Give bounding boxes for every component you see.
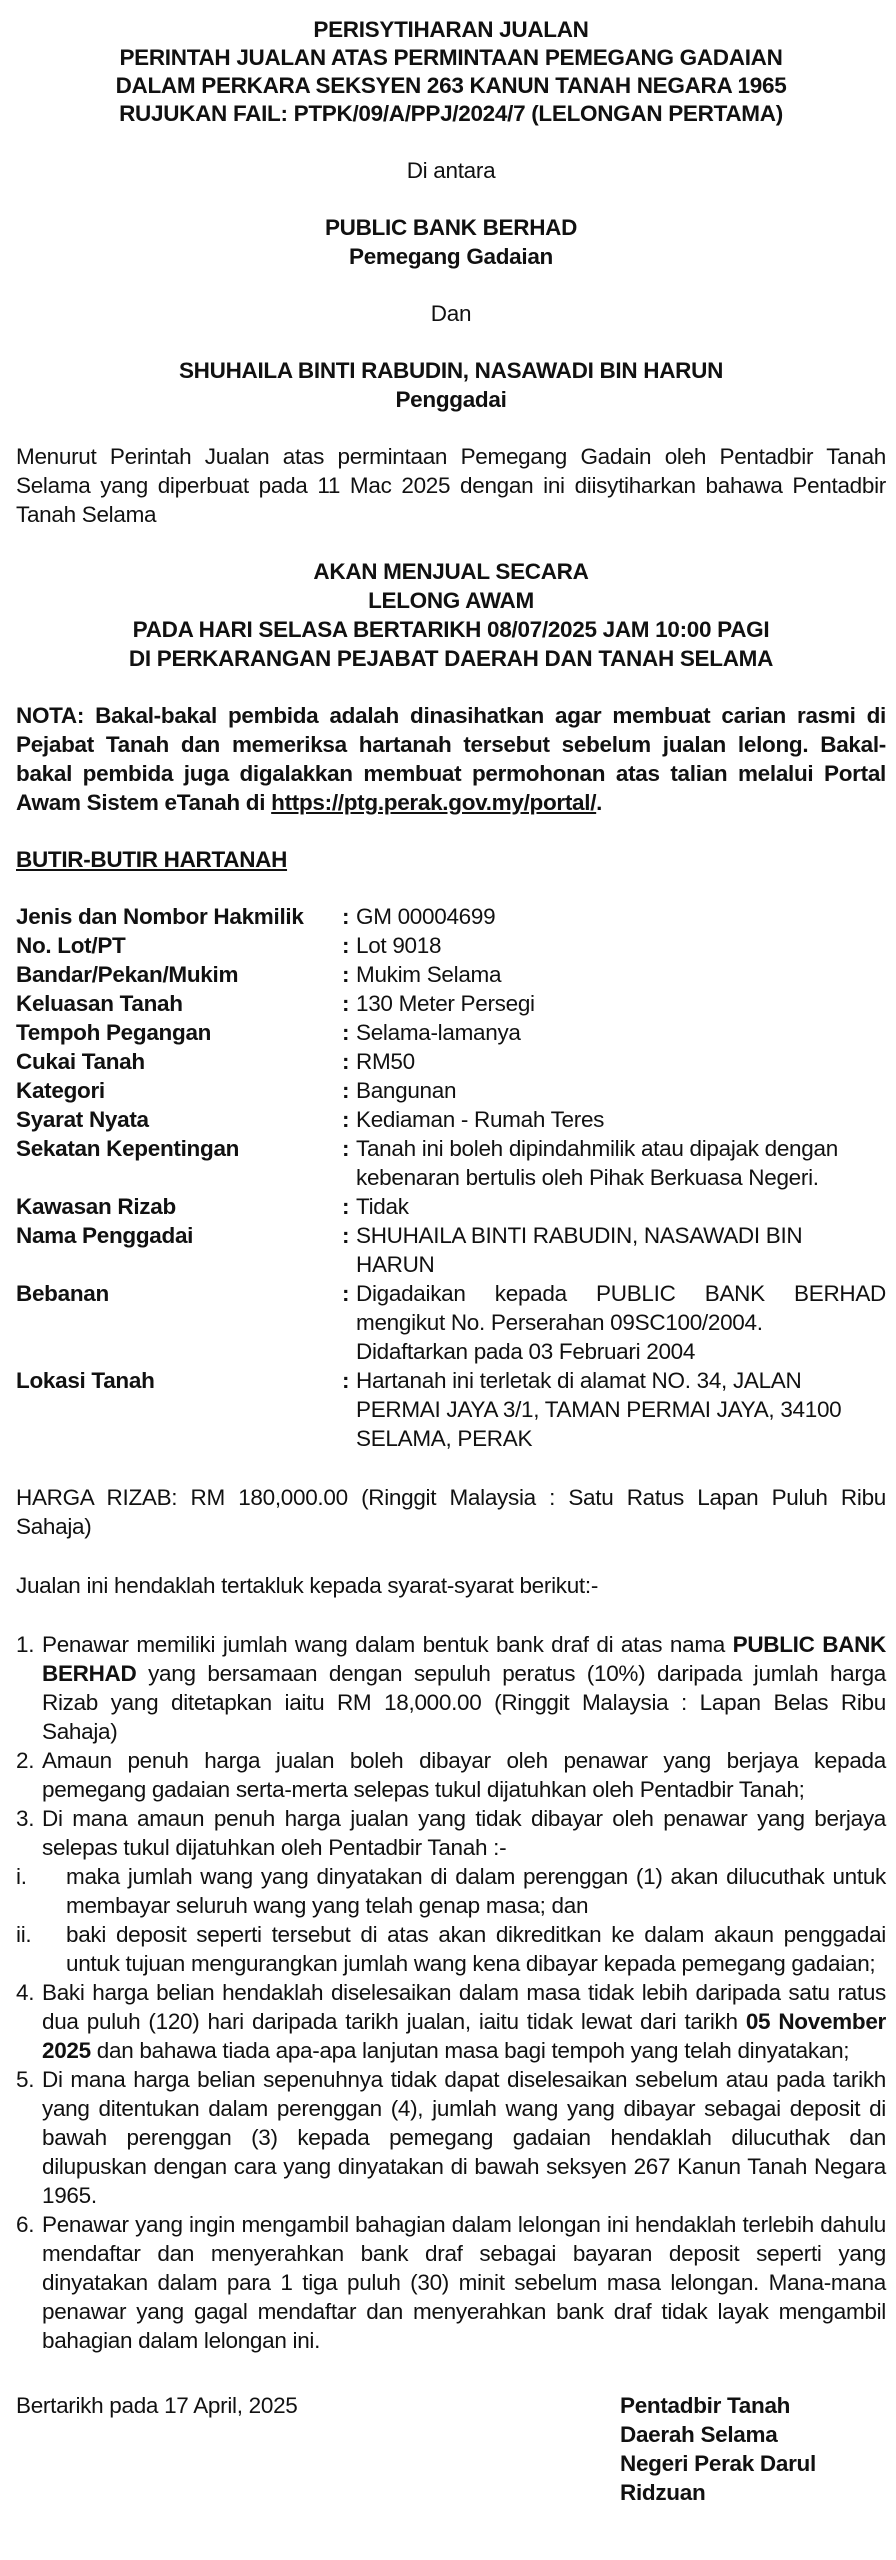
property-label: Bebanan [16, 1281, 109, 1306]
sub-condition-number: ii. [16, 1922, 32, 1947]
list-item [16, 2065, 886, 2210]
intro-paragraph: Menurut Perintah Jualan atas permintaan Pemegang Gadain oleh Pentadbir Tanah Selama yang diperbuat pada 11 Mac 2025 dengan ini diisytiharkan bahawa Pentadbir Tanah Selama [16, 444, 886, 527]
header-file-reference: RUJUKAN FAIL: PTPK/09/A/PPJ/2024/7 (LELONGAN PERTAMA) [119, 101, 783, 126]
condition-text: yang bersamaan dengan sepuluh peratus (10%) daripada jumlah harga Rizab yang ditetapkan iaitu RM 18,000.00 (Ringgit Malaysia : Lapan Belas Ribu Sahaja) [42, 1661, 886, 1744]
property-value: Hartanah ini terletak di alamat NO. 34, JALAN PERMAI JAYA 3/1, TAMAN PERMAI JAYA, 34100 SELAMA, PERAK [356, 1368, 842, 1451]
condition-number: 2. [16, 1748, 35, 1773]
condition-number: 6. [16, 2212, 35, 2237]
table-row [16, 1221, 886, 1279]
auction-line-1: AKAN MENJUAL SECARA [313, 559, 589, 584]
colon-separator: : [342, 991, 350, 1016]
property-label: Kawasan Rizab [16, 1194, 176, 1219]
list-item [16, 2210, 886, 2355]
table-row [16, 960, 886, 989]
condition-number: 3. [16, 1806, 35, 1831]
etanah-portal-link[interactable]: https://ptg.perak.gov.my/portal/ [271, 790, 597, 815]
note-end: . [596, 790, 603, 815]
condition-text: Di mana harga belian sepenuhnya tidak dapat diselesaikan sebelum atau pada tarikh yang ditentukan dalam perenggan (4), jumlah wang yang dibayar sebagai deposit di bawah perenggan (3) kepada pemegang gadaian hendaklah dilucuthak dan dilupuskan dengan cara yang dinyatakan di bawah seksyen 267 Kanun Tanah Negara 1965. [42, 2067, 886, 2208]
table-row [16, 1047, 886, 1076]
property-label: Tempoh Pegangan [16, 1020, 212, 1045]
proclamation-header [16, 16, 886, 128]
table-row [16, 1279, 886, 1366]
note-text: NOTA: Bakal-bakal pembida adalah dinasihatkan agar membuat carian rasmi di Pejabat Tanah dan memeriksa hartanah tersebut sebelum jualan lelong. Bakal-bakal pembida juga digalakkan membuat permohonan atas talian melalui Portal Awam Sistem eTanah di [16, 703, 886, 815]
signatory-title: Pentadbir Tanah [620, 2393, 791, 2418]
condition-bold-text: 05 November 2025 [42, 2009, 886, 2063]
colon-separator: : [342, 1107, 350, 1132]
colon-separator: : [342, 1281, 350, 1306]
table-row [16, 1076, 886, 1105]
colon-separator: : [342, 1194, 350, 1219]
property-label: Syarat Nyata [16, 1107, 149, 1132]
auction-announcement [16, 557, 886, 673]
condition-text: Penawar memiliki jumlah wang dalam bentuk bank draf di atas nama [42, 1632, 733, 1657]
property-value: Lot 9018 [356, 933, 442, 958]
condition-bold-text: PUBLIC BANK BERHAD [42, 1632, 886, 1686]
colon-separator: : [342, 1368, 350, 1393]
conditions-list-continued [16, 1978, 886, 2355]
condition-number: 1. [16, 1632, 35, 1657]
property-value: Kediaman - Rumah Teres [356, 1107, 605, 1132]
property-label: Bandar/Pekan/Mukim [16, 962, 239, 987]
between-text: Di antara [406, 158, 496, 183]
chargor-name: SHUHAILA BINTI RABUDIN, NASAWADI BIN HARUN [178, 358, 724, 383]
header-order-line: PERINTAH JUALAN ATAS PERMINTAAN PEMEGANG GADAIAN [119, 45, 783, 70]
property-value: SHUHAILA BINTI RABUDIN, NASAWADI BIN HARUN [356, 1223, 803, 1277]
condition-text: Penawar yang ingin mengambil bahagian dalam lelongan ini hendaklah terlebih dahulu mendaftar dan menyerahkan bank draf sebagai bayaran deposit seperti yang dinyatakan dalam para 1 tiga puluh (30) minit sebelum masa lelongan. Mana-mana penawar yang gagal mendaftar dan menyerahkan bank draf tidak layak mengambil bahagian dalam lelongan ini. [42, 2212, 886, 2353]
signatory-district: Daerah Selama [620, 2422, 778, 2447]
table-row [16, 989, 886, 1018]
colon-separator: : [342, 904, 350, 929]
property-label: Jenis dan Nombor Hakmilik [16, 904, 304, 929]
condition-3-sublist [16, 1862, 886, 1978]
list-item [16, 1746, 886, 1804]
header-title: PERISYTIHARAN JUALAN [313, 17, 589, 42]
chargor-role: Penggadai [395, 387, 507, 412]
property-label: Kategori [16, 1078, 105, 1103]
and-text: Dan [430, 301, 472, 326]
table-row [16, 902, 886, 931]
condition-text: Baki harga belian hendaklah diselesaikan dalam masa tidak lebih daripada satu ratus dua puluh (120) hari daripada tarikh jualan, iaitu tidak lewat dari tarikh [42, 1980, 886, 2034]
table-row [16, 1192, 886, 1221]
conditions-list [16, 1630, 886, 1862]
property-label: Lokasi Tanah [16, 1368, 155, 1393]
property-label: Cukai Tanah [16, 1049, 145, 1074]
property-value [356, 1279, 886, 1366]
sub-condition-text: maka jumlah wang yang dinyatakan di dalam perenggan (1) akan dilucuthak untuk membayar seluruh wang yang telah genap masa; dan [66, 1864, 886, 1918]
list-item [16, 1630, 886, 1746]
condition-number: 4. [16, 1980, 35, 2005]
table-row [16, 1366, 886, 1453]
signatory-state: Negeri Perak Darul Ridzuan [620, 2451, 816, 2505]
chargee-role: Pemegang Gadaian [348, 244, 554, 269]
table-row [16, 1018, 886, 1047]
condition-text: dan bahawa tiada apa-apa lanjutan masa bagi tempoh yang telah dinyatakan; [90, 2038, 850, 2063]
list-item [16, 1978, 886, 2065]
property-value: Mukim Selama [356, 962, 502, 987]
colon-separator: : [342, 1020, 350, 1045]
reserve-price: HARGA RIZAB: RM 180,000.00 (Ringgit Malaysia : Satu Ratus Lapan Puluh Ribu Sahaja) [16, 1485, 886, 1539]
list-item [16, 1862, 886, 1920]
note-paragraph [16, 701, 886, 817]
issue-date: Bertarikh pada 17 April, 2025 [16, 2393, 298, 2418]
property-details-table [16, 902, 886, 1453]
property-value: Tanah ini boleh dipindahmilik atau dipajak dengan kebenaran bertulis oleh Pihak Berkuasa Negeri. [356, 1136, 838, 1190]
property-label: No. Lot/PT [16, 933, 126, 958]
property-value: RM50 [356, 1049, 415, 1074]
colon-separator: : [342, 1136, 350, 1161]
colon-separator: : [342, 1049, 350, 1074]
encumbrance-detail: Digadaikan kepada PUBLIC BANK BERHAD mengikut No. Perserahan 09SC100/2004. [356, 1281, 886, 1335]
chargee-name: PUBLIC BANK BERHAD [324, 215, 578, 240]
header-section-line: DALAM PERKARA SEKSYEN 263 KANUN TANAH NEGARA 1965 [115, 73, 787, 98]
property-label: Nama Penggadai [16, 1223, 194, 1248]
property-heading: BUTIR-BUTIR HARTANAH [16, 847, 288, 872]
table-row [16, 1134, 886, 1192]
auction-venue: DI PERKARANGAN PEJABAT DAERAH DAN TANAH SELAMA [128, 646, 774, 671]
condition-text: Di mana amaun penuh harga jualan yang tidak dibayar oleh penawar yang berjaya selepas tukul dijatuhkan oleh Pentadbir Tanah :- [42, 1806, 886, 1860]
list-item [16, 1920, 886, 1978]
property-label: Keluasan Tanah [16, 991, 183, 1016]
sub-condition-number: i. [16, 1864, 27, 1889]
property-value: Selama-lamanya [356, 1020, 521, 1045]
colon-separator: : [342, 933, 350, 958]
property-value: Tidak [356, 1194, 409, 1219]
condition-text: Amaun penuh harga jualan boleh dibayar oleh penawar yang berjaya kepada pemegang gadaian serta-merta selepas tukul dijatuhkan oleh Pentadbir Tanah; [42, 1748, 886, 1802]
property-value: 130 Meter Persegi [356, 991, 535, 1016]
table-row [16, 1105, 886, 1134]
conditions-intro: Jualan ini hendaklah tertakluk kepada syarat-syarat berikut:- [16, 1573, 599, 1598]
colon-separator: : [342, 962, 350, 987]
colon-separator: : [342, 1078, 350, 1103]
auction-line-2: LELONG AWAM [368, 588, 534, 613]
signatory-block [620, 2391, 886, 2507]
colon-separator: : [342, 1223, 350, 1248]
property-value: Bangunan [356, 1078, 457, 1103]
document-footer [16, 2391, 886, 2511]
encumbrance-registration: Didaftarkan pada 03 Februari 2004 [356, 1339, 696, 1364]
auction-date-time: PADA HARI SELASA BERTARIKH 08/07/2025 JAM 10:00 PAGI [132, 617, 770, 642]
property-label: Sekatan Kepentingan [16, 1136, 240, 1161]
condition-number: 5. [16, 2067, 35, 2092]
list-item [16, 1804, 886, 1862]
table-row [16, 931, 886, 960]
sub-condition-text: baki deposit seperti tersebut di atas akan dikreditkan ke dalam akaun penggadai untuk tujuan mengurangkan jumlah wang kena dibayar kepada pemegang gadaian; [66, 1922, 886, 1976]
property-value: GM 00004699 [356, 904, 496, 929]
